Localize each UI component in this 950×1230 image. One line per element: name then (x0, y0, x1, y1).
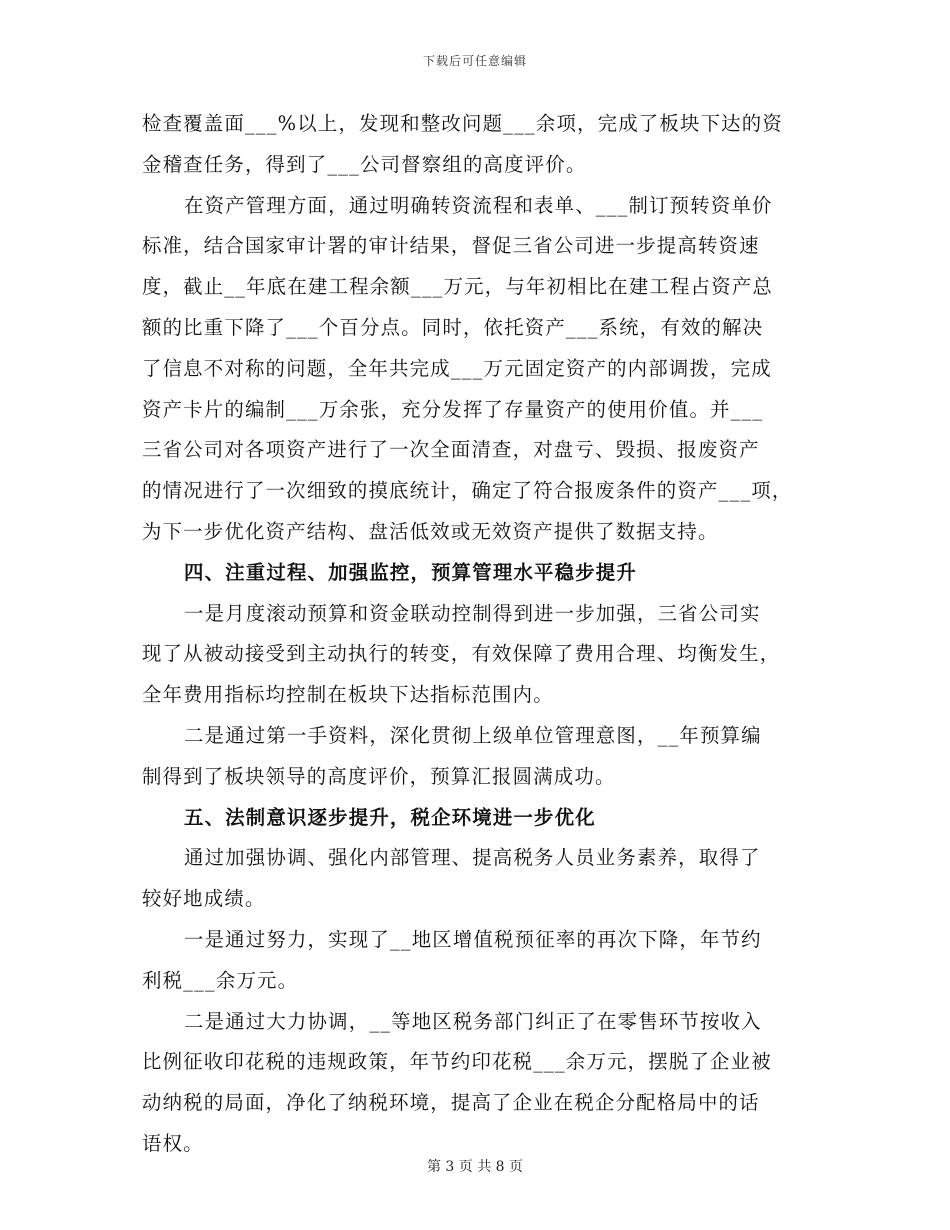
section-heading: 四、注重过程、加强监控，预算管理水平稳步提升 (184, 560, 637, 584)
paragraph-line: 二是通过第一手资料，深化贯彻上级单位管理意图，__年预算编 (184, 723, 762, 747)
paragraph-line: 现了从被动接受到主动执行的转变，有效保障了费用合理、均衡发生， (142, 642, 781, 666)
paragraph-line: 金稽查任务，得到了___公司督察组的高度评价。 (142, 152, 587, 176)
paragraph-line: 通过加强协调、强化内部管理、提高税务人员业务素养，取得了 (184, 846, 761, 870)
paragraph-line: 语权。 (142, 1131, 204, 1155)
paragraph-line: 为下一步优化资产结构、盘活低效或无效资产提供了数据支持。 (142, 519, 719, 543)
paragraph-line: 检查覆盖面___%以上，发现和整改问题___余项，完成了板块下达的资 (142, 112, 783, 135)
paragraph-line: 动纳税的局面，净化了纳税环境，提高了企业在税企分配格局中的话 (142, 1091, 760, 1115)
paragraph-line: 较好地成绩。 (142, 887, 266, 911)
paragraph-line: 制得到了板块领导的高度评价，预算汇报圆满成功。 (142, 764, 616, 788)
paragraph-line: 二是通过大力协调，__等地区税务部门纠正了在零售环节按收入 (184, 1009, 762, 1033)
paragraph-line: 在资产管理方面，通过明确转资流程和表单、___制订预转资单价 (184, 193, 773, 217)
paragraph-line: 标准，结合国家审计署的审计结果，督促三省公司进一步提高转资速 (142, 234, 760, 258)
paragraph-line: 的情况进行了一次细致的摸底统计，确定了符合报废条件的资产___项， (142, 479, 793, 503)
paragraph-line: 额的比重下降了___个百分点。同时，依托资产___系统，有效的解决 (142, 315, 764, 339)
paragraph-line: 度，截止__年底在建工程余额___万元，与年初相比在建工程占资产总 (142, 275, 774, 299)
paragraph-line: 比例征收印花税的违规政策，年节约印花税___余万元，摆脱了企业被 (142, 1050, 772, 1074)
paragraph-line: 了信息不对称的问题，全年共完成___万元固定资产的内部调拨，完成 (142, 356, 772, 380)
document-body (142, 104, 812, 1165)
paragraph-line: 一是通过努力，实现了__地区增值税预征率的再次下降，年节约 (184, 927, 762, 951)
paragraph-line: 一是月度滚动预算和资金联动控制得到进一步加强，三省公司实 (184, 601, 761, 625)
paragraph-line: 利税___余万元。 (142, 968, 299, 992)
section-heading: 五、法制意识逐步提升，税企环境进一步优化 (184, 805, 596, 829)
page-number: 第 3 页 共 8 页 (426, 1159, 524, 1175)
paragraph-line: 资产卡片的编制___万余张，充分发挥了存量资产的使用价值。并___ (142, 397, 764, 421)
page-header: 下载后可任意编辑 (422, 54, 527, 68)
paragraph-line: 全年费用指标均控制在板块下达指标范围内。 (142, 683, 554, 707)
paragraph-line: 三省公司对各项资产进行了一次全面清查，对盘亏、毁损、报废资产 (142, 438, 760, 462)
